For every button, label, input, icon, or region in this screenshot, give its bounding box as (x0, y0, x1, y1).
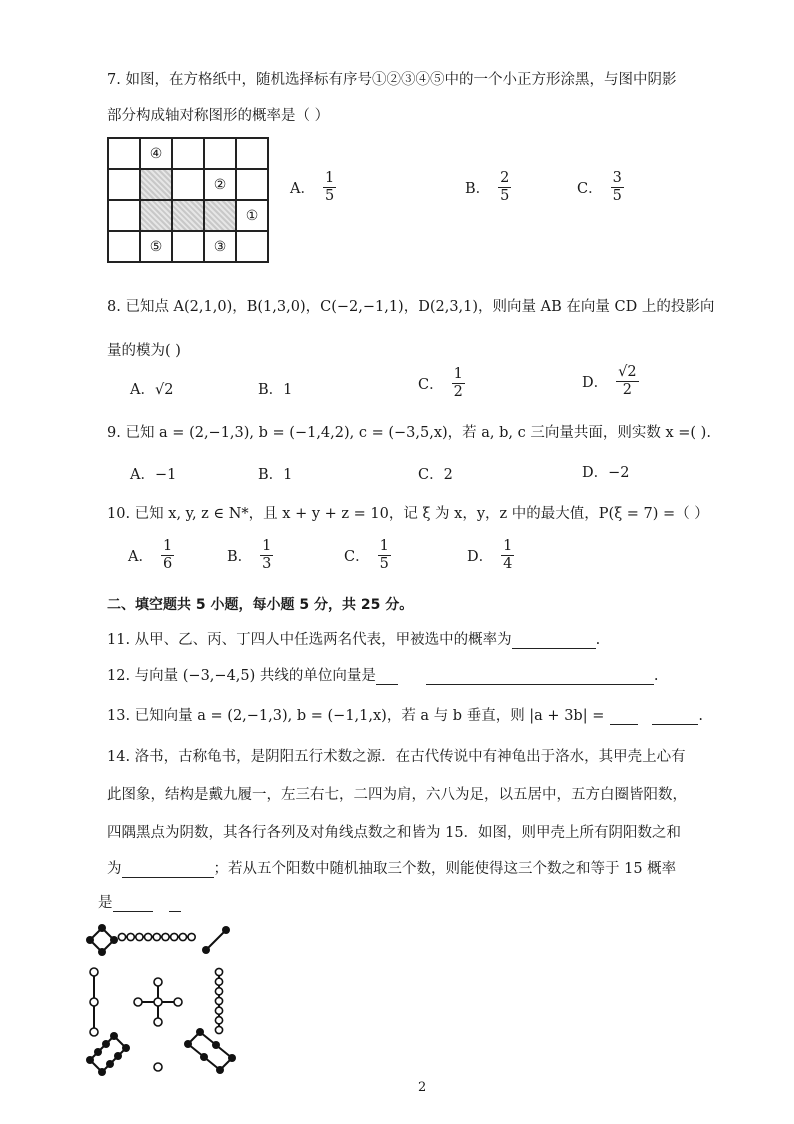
grid-cell (108, 169, 140, 200)
q12-answer-blank[interactable] (376, 668, 398, 685)
option-letter: D． (467, 548, 494, 565)
grid-label-5: ⑤ (140, 231, 172, 262)
q8-option-c (418, 366, 465, 400)
q10-line: 10. 已知 x, y, z ∈ N*，且 x + y + z = 10，记 ξ 为 x，y，z 中的最大值，P(ξ = 7) =（ ） (107, 506, 709, 522)
q9-option-d: D．−2 (582, 465, 630, 481)
fraction: $\frac{1}{2}$ (453, 366, 463, 400)
q11-line (107, 628, 600, 649)
luoshu-four (86, 924, 118, 956)
q14-line3: 四隅黑点为阴数，其各行各列及对角线点数之和皆为 15．如图，则甲壳上所有阴阳数之和 (107, 825, 682, 841)
q13-answer-blank[interactable] (610, 708, 638, 725)
fraction: $\frac{1}{5}$ (379, 538, 389, 572)
q9-option-c: C．2 (418, 467, 453, 483)
q14-line1: 14. 洛书，古称龟书，是阴阳五行术数之源．在古代传说中有神龟出于洛水，其甲壳上心有 (107, 749, 686, 765)
luoshu-three (90, 968, 98, 1036)
q8-line2: 量的模为( ) (107, 343, 181, 359)
grid-shaded-cell (204, 200, 236, 231)
fraction: $\frac{3}{5}$ (612, 170, 622, 204)
q13-end: . (698, 708, 703, 724)
q12-answer-blank-2[interactable] (426, 668, 654, 685)
fraction: $\frac{2}{5}$ (500, 170, 510, 204)
fraction: $\frac{1}{5}$ (324, 170, 335, 204)
q14-line2: 此图象，结构是戴九履一，左三右七，二四为肩，六八为足，以五居中，五方白圈皆阳数， (107, 787, 687, 803)
luoshu-nine (118, 933, 195, 940)
q8-line1: 8. 已知点 A(2,1,0)，B(1,3,0)，C(−2,−1,1)，D(2,3,1)，则向量 AB 在向量 CD 上的投影向 (107, 299, 715, 315)
option-letter: C． (418, 376, 444, 393)
grid-label-1: ① (236, 200, 268, 231)
q14-line4-start: 为 (107, 861, 122, 877)
grid-shaded-cell (172, 200, 204, 231)
q7-option-c (577, 170, 624, 204)
q7-grid-figure (107, 137, 269, 263)
q14-line5-text: 是 (98, 895, 113, 911)
grid-cell (236, 169, 268, 200)
option-letter: B． (227, 548, 253, 565)
luoshu-one (154, 1063, 162, 1071)
q8-option-a: A．√2 (130, 382, 174, 398)
q11-text: 11. 从甲、乙、丙、丁四人中任选两名代表，甲被选中的概率为 (107, 632, 512, 648)
q12-text: 12. 与向量 (−3,−4,5) 共线的单位向量是 (107, 668, 376, 684)
q8-option-b: B．1 (258, 382, 293, 398)
luoshu-figure (78, 920, 258, 1085)
grid-cell (172, 169, 204, 200)
q14-line4 (107, 857, 676, 878)
q14-answer-blank-2[interactable] (113, 895, 153, 912)
q7-line2: 部分构成轴对称图形的概率是（ ） (107, 108, 330, 124)
q10-option-d (467, 538, 514, 572)
option-letter: D． (582, 374, 609, 391)
option-letter: A． (128, 548, 153, 565)
q13-text: 13. 已知向量 a = (2,−1,3), b = (−1,1,x)，若 a 与 b 垂直，则 |a + 3b| = (107, 708, 605, 724)
q7-option-b (465, 170, 511, 204)
luoshu-eight (86, 1032, 130, 1076)
section-heading: 二、填空题共 5 小题，每小题 5 分，共 25 分。 (107, 597, 414, 613)
option-letter: B． (465, 180, 491, 197)
q10-option-c (344, 538, 391, 572)
luoshu-five (134, 978, 182, 1026)
q14-line5 (98, 891, 181, 912)
q10-option-a (128, 538, 174, 572)
grid-label-2: ② (204, 169, 236, 200)
q8-option-d (582, 364, 639, 398)
q7-line1: 7. 如图，在方格纸中，随机选择标有序号①②③④⑤中的一个小正方形涂黑，与图中阴影 (107, 72, 677, 88)
grid-cell (236, 231, 268, 262)
q12-end: . (653, 668, 659, 684)
q10-option-b (227, 538, 273, 572)
q11-answer-blank[interactable] (512, 632, 596, 649)
grid-label-3: ③ (204, 231, 236, 262)
fraction: $\frac{1}{3}$ (262, 538, 272, 572)
fraction: $\frac{1}{4}$ (503, 538, 513, 572)
luoshu-two (202, 926, 230, 954)
fraction: $\frac{√2}{2}$ (618, 364, 637, 398)
option-letter: C． (577, 180, 603, 197)
q14-answer-blank-3[interactable] (169, 895, 181, 912)
grid-cell (108, 138, 140, 169)
grid-cell (108, 200, 140, 231)
option-letter: A． (290, 180, 315, 197)
q9-option-a: A．−1 (130, 467, 177, 483)
q7-option-a (290, 170, 336, 204)
fraction: $\frac{1}{6}$ (162, 538, 173, 572)
page-number: 2 (418, 1080, 427, 1095)
grid-shaded-cell (140, 200, 172, 231)
option-letter: C． (344, 548, 370, 565)
q13-answer-blank-2[interactable] (652, 708, 698, 725)
grid-shaded-cell (140, 169, 172, 200)
q9-line: 9. 已知 a = (2,−1,3), b = (−1,4,2), c = (−3,5,x)，若 a, b, c 三向量共面，则实数 x =( ). (107, 425, 711, 441)
luoshu-six (184, 1028, 236, 1074)
grid-cell (108, 231, 140, 262)
q13-line (107, 704, 703, 725)
q11-end: . (595, 632, 601, 648)
grid-label-4: ④ (140, 138, 172, 169)
grid-cell (172, 231, 204, 262)
luoshu-seven (215, 968, 222, 1033)
q14-line4-rest: ；若从五个阳数中随机抽取三个数，则能使得这三个数之和等于 15 概率 (213, 861, 677, 877)
grid-cell (204, 138, 236, 169)
grid-cell (236, 138, 268, 169)
q14-answer-blank-1[interactable] (122, 861, 214, 878)
q9-option-b: B．1 (258, 467, 293, 483)
grid-cell (172, 138, 204, 169)
q12-line (107, 664, 659, 685)
